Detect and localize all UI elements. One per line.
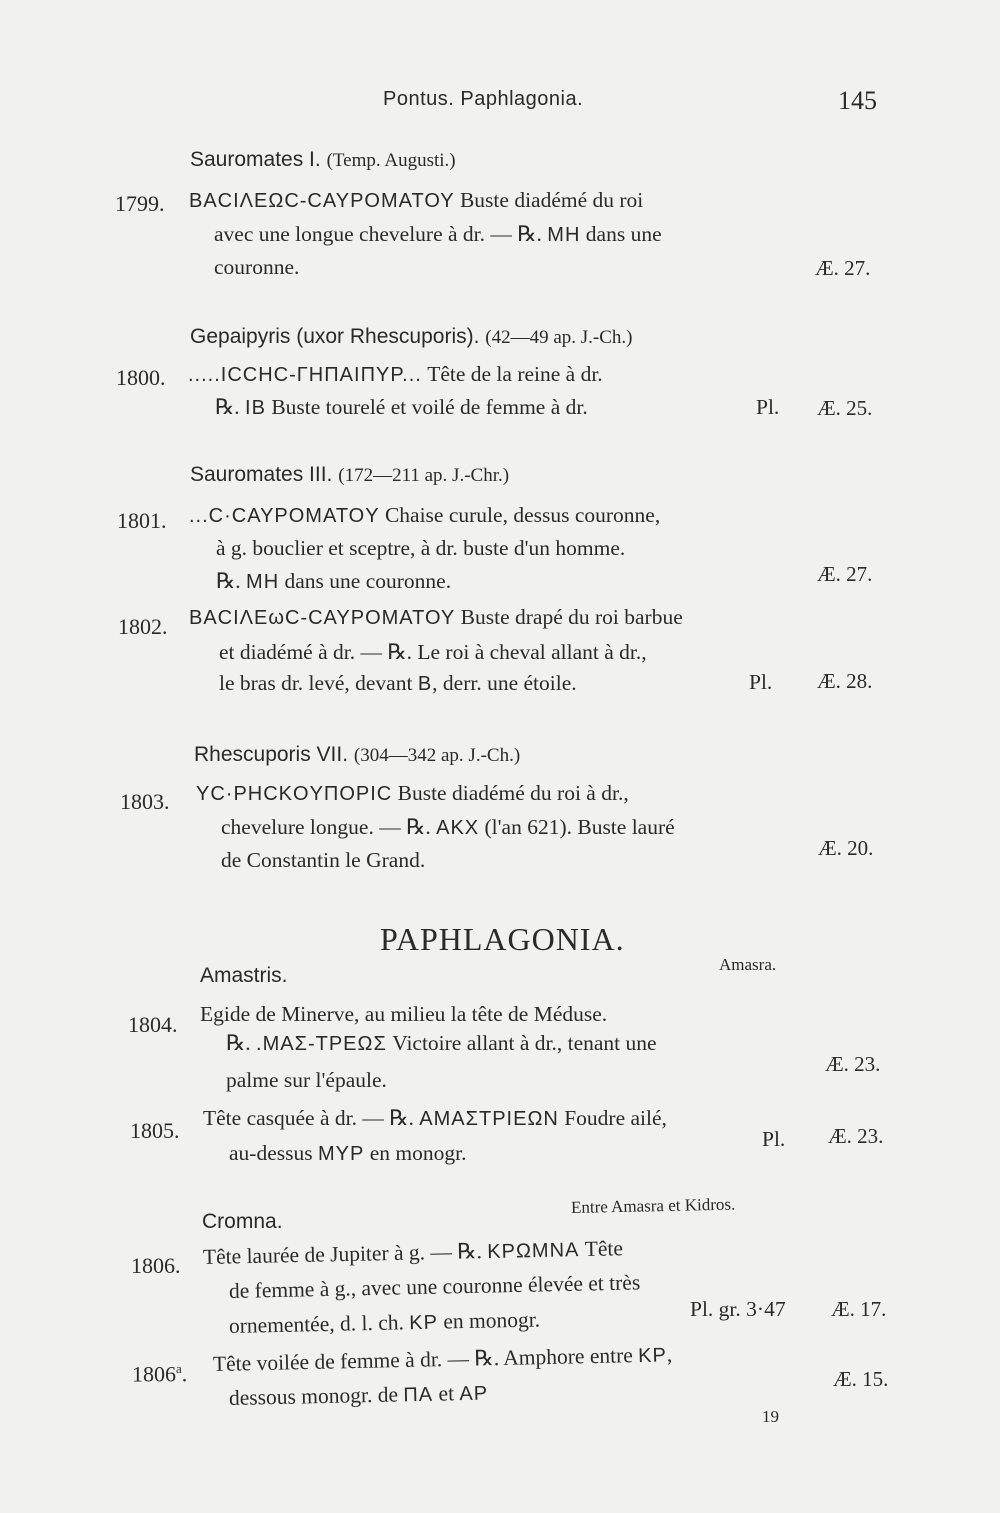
metal-size: Æ. 27. xyxy=(815,256,871,280)
section-title: Sauromates III. xyxy=(190,463,333,486)
entry-number: 1805. xyxy=(130,1118,180,1143)
entry-line xyxy=(213,1342,673,1377)
entry-number: 1799. xyxy=(115,191,165,216)
entry-text: Tête casquée à dr. — ℞. xyxy=(203,1106,420,1130)
metal-size: Æ. 25. xyxy=(817,396,873,420)
greek-legend: YC·PHCKOYΠOPIC xyxy=(196,783,393,805)
entry-number-value: 1806 xyxy=(132,1361,176,1387)
greek-legend: .....ICCHC-ΓΗΠΑΙΠΥΡ... xyxy=(188,364,422,386)
plate-reference: Pl. xyxy=(749,670,773,694)
entry-line xyxy=(189,503,660,528)
plate-reference: Pl. xyxy=(756,395,780,419)
entry-number-suffix: a xyxy=(176,1361,182,1376)
entry-line xyxy=(203,1106,667,1131)
greek-legend: .ΜΑΣ-ΤΡΕΩΣ xyxy=(256,1033,387,1055)
section-title: Sauromates I. xyxy=(190,148,321,171)
entry-line xyxy=(196,781,629,806)
modern-place-name: Amasra. xyxy=(719,955,777,974)
greek-legend: ΑΜΑΣΤΡΙΕΩΝ xyxy=(419,1108,559,1130)
metal-size: Æ. 17. xyxy=(831,1297,887,1321)
entry-text: (l'an 621). Buste lauré xyxy=(479,815,675,839)
metal-size: Æ. 23. xyxy=(828,1124,884,1148)
region-title: PAPHLAGONIA. xyxy=(380,921,625,957)
running-header: Pontus. Paphlagonia. xyxy=(383,88,584,110)
greek-legend: ...C·CAYPOMATOY xyxy=(189,505,380,527)
section-heading xyxy=(190,148,456,172)
section-date: (42—49 ap. J.-Ch.) xyxy=(485,327,633,348)
section-heading xyxy=(190,325,633,349)
greek-legend: MH xyxy=(547,224,581,246)
signature-mark: 19 xyxy=(762,1407,779,1426)
section-date: (304—342 ap. J.-Ch.) xyxy=(353,745,521,766)
greek-legend: KP xyxy=(409,1311,439,1335)
entry-text: chevelure longue. — ℞. xyxy=(221,815,437,839)
entry-text: au-dessus xyxy=(229,1141,318,1165)
entry-line xyxy=(215,395,588,420)
entry-line: à g. bouclier et sceptre, à dr. buste d'un homme. xyxy=(216,536,626,560)
entry-text: , xyxy=(666,1342,673,1367)
greek-legend: B xyxy=(417,673,433,695)
entry-line: de Constantin le Grand. xyxy=(221,848,426,872)
entry-number: 1803. xyxy=(120,789,170,814)
entry-text: Buste diadémé du roi xyxy=(454,188,644,212)
entry-line xyxy=(216,569,451,594)
entry-text: Tête voilée de femme à dr. — ℞. Amphore entre xyxy=(212,1343,639,1376)
entry-line: de femme à g., avec une couronne élevée et très xyxy=(228,1270,641,1303)
entry-line xyxy=(189,188,643,213)
entry-text: Buste diadémé du roi à dr., xyxy=(392,781,629,805)
entry-text: Buste drapé du roi barbue xyxy=(455,605,683,629)
entry-line: Egide de Minerve, au milieu la tête de Méduse. xyxy=(200,1002,608,1026)
metal-size: Æ. 15. xyxy=(833,1367,889,1391)
entry-line xyxy=(219,671,577,696)
entry-text: Tête laurée de Jupiter à g. — ℞. xyxy=(202,1239,488,1269)
entry-line xyxy=(189,605,683,630)
section-date: (Temp. Augusti.) xyxy=(326,150,456,171)
entry-number: 1806. xyxy=(131,1253,181,1278)
modern-place-name: Entre Amasra et Kidros. xyxy=(570,1194,736,1217)
entry-text: dessous monogr. de xyxy=(228,1382,404,1410)
entry-text: Foudre ailé, xyxy=(558,1106,667,1130)
entry-line xyxy=(226,1031,657,1056)
entry-text: le bras dr. levé, devant xyxy=(219,671,418,695)
entry-line xyxy=(214,222,662,247)
entry-line xyxy=(203,1236,623,1270)
section-date: (172—211 ap. J.-Chr.) xyxy=(338,465,510,486)
entry-line: couronne. xyxy=(214,255,300,279)
entry-line xyxy=(221,815,675,840)
entry-line: et diadémé à dr. — ℞. Le roi à cheval allant à dr., xyxy=(219,640,647,664)
greek-legend: MYP xyxy=(317,1143,365,1165)
entry-number: 1804. xyxy=(128,1012,178,1037)
plate-reference: Pl. gr. 3·47 xyxy=(690,1297,786,1321)
entry-number xyxy=(132,1361,187,1387)
section-title: Cromna. xyxy=(202,1210,283,1233)
greek-legend: ΒΑϹΙΛΕΩϹ-ϹΑΥΡΟΜΑΤΟΥ xyxy=(189,190,455,212)
entry-number-dot: . xyxy=(181,1361,188,1387)
page-number: 145 xyxy=(838,86,877,115)
greek-legend: ΒΑϹΙΛΕωϹ-ϹΑΥΡΟΜΑΤΟΥ xyxy=(189,607,456,629)
metal-size: Æ. 28. xyxy=(817,669,873,693)
entry-text: et xyxy=(432,1381,460,1406)
entry-text: avec une longue chevelure à dr. — ℞. xyxy=(214,222,548,246)
entry-text: Tête de la reine à dr. xyxy=(421,362,603,386)
entry-text: dans une xyxy=(580,222,662,246)
entry-text: ℞. xyxy=(226,1031,257,1055)
metal-size: Æ. 20. xyxy=(818,836,874,860)
entry-text: en monogr. xyxy=(437,1307,541,1334)
entry-line xyxy=(229,1141,466,1166)
entry-line xyxy=(229,1307,541,1339)
section-heading xyxy=(194,743,520,767)
greek-legend: MH xyxy=(246,571,280,593)
entry-number: 1802. xyxy=(118,614,168,639)
entry-number: 1800. xyxy=(116,365,166,390)
section-title: Amastris. xyxy=(200,964,288,987)
greek-legend: ΚΡΩΜΝΑ xyxy=(487,1239,580,1264)
metal-size: Æ. 27. xyxy=(817,562,873,586)
entry-text: Victoire allant à dr., tenant une xyxy=(386,1031,657,1055)
entry-text: Buste tourelé et voilé de femme à dr. xyxy=(265,395,588,419)
entry-text: Tête xyxy=(579,1236,624,1262)
entry-text: Chaise curule, dessus couronne, xyxy=(379,503,661,527)
greek-legend: ΠΑ xyxy=(403,1383,434,1407)
entry-text: ℞. xyxy=(216,569,247,593)
greek-legend: AP xyxy=(459,1382,489,1406)
greek-legend: IB xyxy=(245,397,266,419)
entry-text: ℞. xyxy=(215,395,246,419)
entry-line xyxy=(188,362,603,387)
greek-legend: AKX xyxy=(436,817,480,839)
entry-text: dans une couronne. xyxy=(279,569,452,593)
section-heading xyxy=(190,463,509,487)
entry-text: ornementée, d. l. ch. xyxy=(228,1310,410,1338)
section-title: Gepaipyris (uxor Rhescuporis). xyxy=(190,325,480,348)
entry-line: palme sur l'épaule. xyxy=(226,1068,387,1092)
entry-text: en monogr. xyxy=(364,1141,467,1165)
entry-line xyxy=(229,1381,489,1411)
greek-legend: KP xyxy=(637,1344,668,1368)
section-title: Rhescuporis VII. xyxy=(194,743,349,766)
metal-size: Æ. 23. xyxy=(825,1052,881,1076)
entry-number: 1801. xyxy=(117,508,167,533)
plate-reference: Pl. xyxy=(762,1127,786,1151)
entry-text: , derr. une étoile. xyxy=(432,671,577,695)
